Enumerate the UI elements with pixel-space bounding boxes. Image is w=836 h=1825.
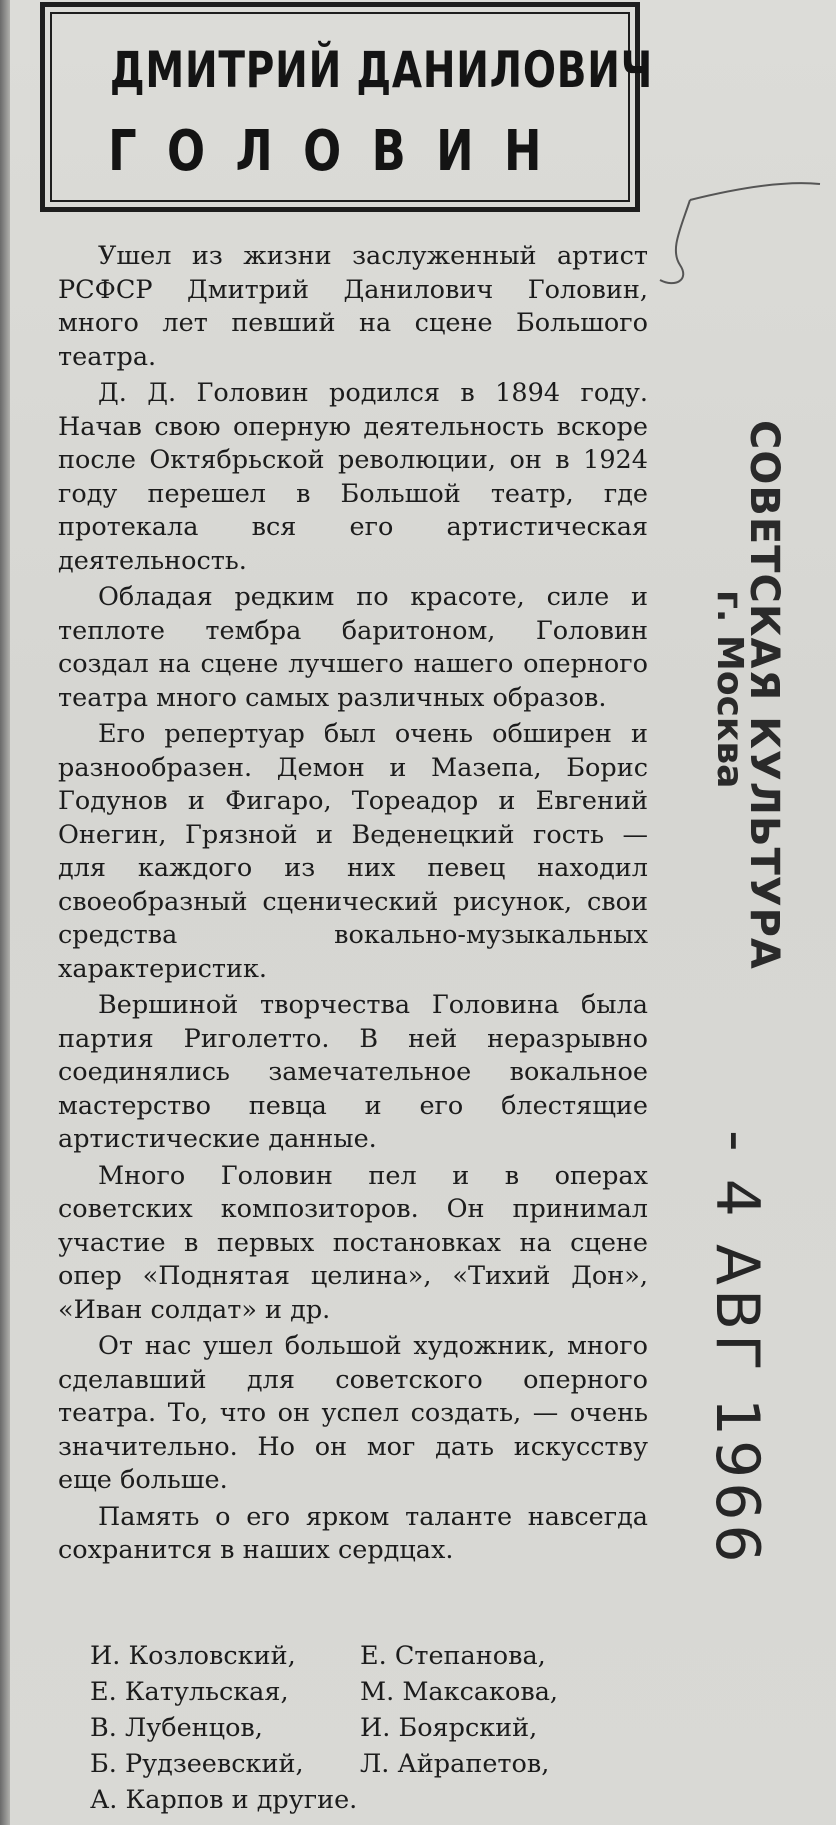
signatures-list: [90, 1638, 650, 1818]
article-paragraph: Д. Д. Головин родился в 1894 году. Начав свою оперную деятельность вскоре после Октябрьской революции, он в 1924 году перешел в Большой театр, где протекала вся его артистическая деятельность.: [58, 378, 648, 576]
signature-name: М. Максакова,: [360, 1677, 559, 1707]
signature-name: И. Козловский,: [90, 1641, 296, 1671]
newspaper-clipping: [10, 0, 836, 1825]
signature-row: [90, 1638, 650, 1674]
article-paragraph: Его репертуар был очень обширен и разнообразен. Демон и Мазепа, Борис Годунов и Фигаро, Тореадор и Евгений Онегин, Грязной и Веденецкий гость — для каждого из них певец находил своеобразный сценический рисунок, свои средства вокально-музыкальных характеристик.: [58, 719, 648, 984]
obituary-article: [58, 240, 648, 1568]
article-paragraph: Вершиной творчества Головина была партия Риголетто. В ней неразрывно соединялись замечательное вокальное мастерство певца и его блестящие артистические данные.: [58, 990, 648, 1154]
date-stamp: - 4 АВГ 1966: [702, 1130, 772, 1567]
article-paragraph: Ушел из жизни заслуженный артист РСФСР Дмитрий Данилович Головин, много лет певший на сцене Большого театра.: [58, 241, 648, 372]
signature-name: А. Карпов и другие.: [90, 1785, 358, 1815]
signature-name: Б. Рудзеевский,: [90, 1749, 304, 1779]
article-paragraph: Память о его ярком таланте навсегда сохранится в наших сердцах.: [58, 1501, 648, 1565]
article-paragraph: Обладая редким по красоте, силе и теплоте тембра баритоном, Головин создал на сцене лучшего нашего оперного театра много самых различных образов.: [58, 582, 648, 713]
signature-row: [90, 1710, 650, 1746]
signature-row: [90, 1782, 650, 1818]
headline-first-name: ДМИТРИЙ ДАНИЛОВИЧ: [109, 41, 654, 99]
signature-name: Л. Айрапетов,: [360, 1749, 550, 1779]
newspaper-name-stamp: СОВЕТСКАЯ КУЛЬТУРА: [741, 420, 787, 970]
signature-row: [90, 1674, 650, 1710]
headline-surname: ГОЛОВИН: [108, 119, 572, 184]
signature-name: Е. Степанова,: [360, 1641, 546, 1671]
article-paragraph: От нас ушел большой художник, много сделавший для советского оперного театра. То, что он успел создать, — очень значительно. Но он мог дать искусству еще больше.: [58, 1331, 648, 1495]
signature-name: В. Лубенцов,: [90, 1713, 263, 1743]
headline-frame: [40, 2, 654, 212]
pencil-mark-5: [650, 170, 830, 290]
signature-name: Е. Катульская,: [90, 1677, 289, 1707]
signature-name: И. Боярский,: [360, 1713, 538, 1743]
signature-row: [90, 1746, 650, 1782]
newspaper-city-stamp: г. Москва: [709, 590, 750, 789]
article-paragraph: Много Головин пел и в операх советских композиторов. Он принимал участие в первых постановках на сцене опер «Поднятая целина», «Тихий Дон», «Иван солдат» и др.: [58, 1160, 648, 1325]
